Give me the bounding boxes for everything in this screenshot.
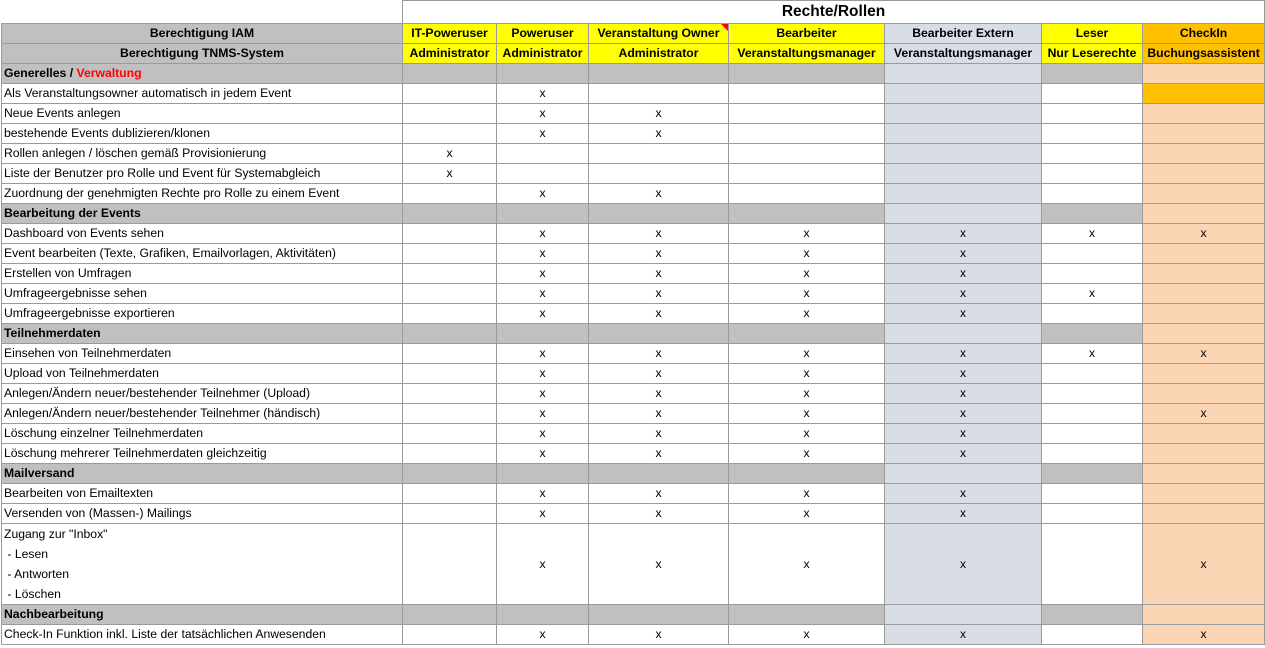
- col-poweruser[interactable]: Poweruser: [497, 24, 589, 44]
- permission-cell[interactable]: x: [589, 304, 729, 324]
- permission-cell[interactable]: x: [589, 484, 729, 504]
- permission-cell[interactable]: [729, 164, 885, 184]
- permission-cell[interactable]: x: [885, 304, 1042, 324]
- permission-cell[interactable]: x: [729, 444, 885, 464]
- permission-cell[interactable]: x: [729, 364, 885, 384]
- col-veranstaltung-owner-label: Veranstaltung Owner: [597, 26, 720, 40]
- permission-cell[interactable]: x: [589, 424, 729, 444]
- permission-cell[interactable]: x: [497, 184, 589, 204]
- permission-cell[interactable]: x: [729, 244, 885, 264]
- permission-cell[interactable]: [885, 184, 1042, 204]
- permission-cell[interactable]: [1143, 504, 1265, 524]
- permission-cell[interactable]: [1042, 84, 1143, 104]
- table-row: [2, 384, 1265, 404]
- section-cell[interactable]: [589, 605, 729, 625]
- permission-cell[interactable]: [1042, 484, 1143, 504]
- permission-cell[interactable]: x: [885, 284, 1042, 304]
- tnms-veranstaltung-owner[interactable]: Administrator: [589, 44, 729, 64]
- section-title[interactable]: [2, 204, 403, 224]
- table-row: [2, 444, 1265, 464]
- permission-cell[interactable]: x: [497, 344, 589, 364]
- permission-cell[interactable]: [403, 524, 497, 605]
- permission-cell[interactable]: x: [885, 524, 1042, 605]
- permission-cell[interactable]: x: [1042, 284, 1143, 304]
- permission-cell[interactable]: x: [729, 384, 885, 404]
- section-cell[interactable]: [729, 324, 885, 344]
- comment-indicator-icon[interactable]: [721, 24, 728, 31]
- permission-cell[interactable]: x: [1143, 404, 1265, 424]
- permission-cell[interactable]: [589, 144, 729, 164]
- permission-cell[interactable]: x: [729, 424, 885, 444]
- table-row: [2, 164, 1265, 184]
- permission-cell[interactable]: x: [729, 344, 885, 364]
- permission-label[interactable]: Liste der Benutzer pro Rolle und Event für Systemabgleich: [2, 164, 403, 184]
- permission-label[interactable]: Löschung einzelner Teilnehmerdaten: [2, 424, 403, 444]
- permission-cell[interactable]: x: [497, 424, 589, 444]
- permission-cell[interactable]: x: [1143, 524, 1265, 605]
- tnms-it-poweruser[interactable]: Administrator: [403, 44, 497, 64]
- permission-cell[interactable]: x: [497, 524, 589, 605]
- permission-cell[interactable]: [1042, 424, 1143, 444]
- permission-cell[interactable]: x: [729, 484, 885, 504]
- permission-cell[interactable]: [1143, 184, 1265, 204]
- permission-cell[interactable]: x: [589, 625, 729, 645]
- section-cell[interactable]: [729, 605, 885, 625]
- col-it-poweruser[interactable]: IT-Poweruser: [403, 24, 497, 44]
- permission-cell[interactable]: [1143, 364, 1265, 384]
- permission-label[interactable]: Einsehen von Teilnehmerdaten: [2, 344, 403, 364]
- permission-cell[interactable]: x: [589, 184, 729, 204]
- section-cell[interactable]: [403, 324, 497, 344]
- permission-cell[interactable]: x: [885, 424, 1042, 444]
- section-row: [2, 64, 1265, 84]
- section-cell[interactable]: [1042, 605, 1143, 625]
- permission-cell[interactable]: [885, 84, 1042, 104]
- table-row: [2, 124, 1265, 144]
- permission-cell[interactable]: [403, 304, 497, 324]
- permission-cell[interactable]: [1143, 244, 1265, 264]
- section-row: [2, 324, 1265, 344]
- permission-cell[interactable]: x: [497, 625, 589, 645]
- permission-cell[interactable]: x: [589, 124, 729, 144]
- permission-cell[interactable]: [1042, 384, 1143, 404]
- title-row: [2, 1, 1265, 24]
- permission-cell[interactable]: [403, 444, 497, 464]
- permission-subline: - Antworten: [4, 567, 70, 581]
- permission-label[interactable]: Rollen anlegen / löschen gemäß Provisionierung: [2, 144, 403, 164]
- permission-cell[interactable]: [1143, 144, 1265, 164]
- permission-cell[interactable]: x: [885, 625, 1042, 645]
- permission-cell[interactable]: [403, 184, 497, 204]
- section-cell[interactable]: [1042, 64, 1143, 84]
- permission-cell[interactable]: [403, 284, 497, 304]
- table-row: [2, 264, 1265, 284]
- table-row: [2, 344, 1265, 364]
- permission-cell[interactable]: x: [497, 304, 589, 324]
- permission-label[interactable]: Umfrageergebnisse sehen: [2, 284, 403, 304]
- permission-cell[interactable]: [403, 625, 497, 645]
- permission-cell[interactable]: [589, 84, 729, 104]
- section-row: [2, 464, 1265, 484]
- permission-cell[interactable]: [1143, 444, 1265, 464]
- permission-cell[interactable]: x: [497, 364, 589, 384]
- permission-cell[interactable]: [1042, 444, 1143, 464]
- permission-label[interactable]: Löschung mehrerer Teilnehmerdaten gleichzeitig: [2, 444, 403, 464]
- permission-cell[interactable]: [729, 104, 885, 124]
- permission-cell[interactable]: [1143, 164, 1265, 184]
- section-title[interactable]: [2, 64, 403, 84]
- permission-cell[interactable]: [1143, 484, 1265, 504]
- section-cell[interactable]: [885, 204, 1042, 224]
- permission-subline: - Löschen: [4, 587, 61, 601]
- permission-cell[interactable]: x: [1042, 224, 1143, 244]
- table-row: [2, 484, 1265, 504]
- permission-cell[interactable]: [1042, 625, 1143, 645]
- permission-label[interactable]: Upload von Teilnehmerdaten: [2, 364, 403, 384]
- permission-cell[interactable]: x: [497, 404, 589, 424]
- permission-cell[interactable]: x: [589, 244, 729, 264]
- col-veranstaltung-owner[interactable]: [589, 24, 729, 44]
- section-cell[interactable]: [1143, 64, 1265, 84]
- permission-cell[interactable]: x: [589, 224, 729, 244]
- permission-cell[interactable]: [1042, 124, 1143, 144]
- section-title-text: Nachbearbeitung: [4, 607, 104, 621]
- permission-cell[interactable]: [497, 144, 589, 164]
- permission-cell[interactable]: [1143, 424, 1265, 444]
- permission-label[interactable]: [2, 524, 403, 605]
- section-title[interactable]: [2, 464, 403, 484]
- permission-cell[interactable]: x: [589, 384, 729, 404]
- permission-cell[interactable]: [403, 224, 497, 244]
- permission-cell[interactable]: x: [729, 504, 885, 524]
- tnms-bearbeiter-extern[interactable]: Veranstaltungsmanager: [885, 44, 1042, 64]
- permission-cell[interactable]: [1042, 264, 1143, 284]
- section-title-text: Teilnehmerdaten: [4, 326, 101, 340]
- section-cell[interactable]: [589, 464, 729, 484]
- permission-label[interactable]: Umfrageergebnisse exportieren: [2, 304, 403, 324]
- permissions-table: [1, 0, 1265, 645]
- permission-cell[interactable]: x: [403, 164, 497, 184]
- permission-cell[interactable]: [1042, 184, 1143, 204]
- permission-cell[interactable]: x: [885, 484, 1042, 504]
- permission-cell[interactable]: [1042, 404, 1143, 424]
- section-row: [2, 605, 1265, 625]
- section-cell[interactable]: [403, 464, 497, 484]
- section-cell[interactable]: [729, 204, 885, 224]
- permission-cell[interactable]: [1042, 304, 1143, 324]
- permission-label[interactable]: Zuordnung der genehmigten Rechte pro Rolle zu einem Event: [2, 184, 403, 204]
- section-cell[interactable]: [1042, 464, 1143, 484]
- permission-cell[interactable]: x: [885, 264, 1042, 284]
- permission-cell[interactable]: x: [589, 504, 729, 524]
- permission-cell[interactable]: x: [885, 244, 1042, 264]
- permission-cell[interactable]: [403, 124, 497, 144]
- tnms-checkin[interactable]: Buchungsassistent: [1143, 44, 1265, 64]
- permission-cell[interactable]: [729, 144, 885, 164]
- permission-cell[interactable]: x: [497, 444, 589, 464]
- permission-label[interactable]: Als Veranstaltungsowner automatisch in jedem Event: [2, 84, 403, 104]
- table-row: [2, 504, 1265, 524]
- section-cell[interactable]: [497, 464, 589, 484]
- permission-cell[interactable]: x: [403, 144, 497, 164]
- permission-cell[interactable]: [403, 424, 497, 444]
- permission-cell[interactable]: [885, 144, 1042, 164]
- permission-cell[interactable]: x: [497, 244, 589, 264]
- table-row: [2, 404, 1265, 424]
- permission-label[interactable]: Event bearbeiten (Texte, Grafiken, Emailvorlagen, Aktivitäten): [2, 244, 403, 264]
- permission-cell[interactable]: x: [1042, 344, 1143, 364]
- section-cell[interactable]: [729, 464, 885, 484]
- permission-cell[interactable]: x: [497, 484, 589, 504]
- table-title: Rechte/Rollen: [403, 1, 1265, 24]
- permission-label-text: Zugang zur "Inbox": [4, 527, 108, 541]
- permission-cell[interactable]: x: [1143, 344, 1265, 364]
- section-title-text: Generelles /: [4, 66, 77, 80]
- section-cell[interactable]: [589, 64, 729, 84]
- permission-cell[interactable]: [1143, 84, 1265, 104]
- permission-cell[interactable]: x: [729, 264, 885, 284]
- permission-cell[interactable]: x: [729, 304, 885, 324]
- permission-cell[interactable]: x: [589, 264, 729, 284]
- section-title-text: Bearbeitung der Events: [4, 206, 141, 220]
- permission-cell[interactable]: x: [885, 444, 1042, 464]
- permission-cell[interactable]: [403, 384, 497, 404]
- permission-cell[interactable]: x: [885, 364, 1042, 384]
- header-row-iam: [2, 24, 1265, 44]
- table-row: [2, 224, 1265, 244]
- tnms-leser[interactable]: Nur Leserechte: [1042, 44, 1143, 64]
- permission-cell[interactable]: x: [729, 284, 885, 304]
- section-cell[interactable]: [1143, 605, 1265, 625]
- tnms-bearbeiter[interactable]: Veranstaltungsmanager: [729, 44, 885, 64]
- permission-cell[interactable]: x: [885, 384, 1042, 404]
- permission-cell[interactable]: [403, 264, 497, 284]
- section-cell[interactable]: [403, 204, 497, 224]
- permission-cell[interactable]: [1143, 124, 1265, 144]
- permission-cell[interactable]: [885, 164, 1042, 184]
- permission-label[interactable]: Anlegen/Ändern neuer/bestehender Teilnehmer (händisch): [2, 404, 403, 424]
- section-cell[interactable]: [1143, 464, 1265, 484]
- permission-cell[interactable]: x: [885, 224, 1042, 244]
- col-checkin[interactable]: CheckIn: [1143, 24, 1265, 44]
- permission-cell[interactable]: x: [729, 404, 885, 424]
- permission-cell[interactable]: [403, 84, 497, 104]
- col-bearbeiter[interactable]: Bearbeiter: [729, 24, 885, 44]
- corner-cell: [2, 1, 403, 24]
- table-row: [2, 524, 1265, 605]
- permission-cell[interactable]: x: [885, 404, 1042, 424]
- table-row: [2, 104, 1265, 124]
- section-row: [2, 204, 1265, 224]
- permission-cell[interactable]: x: [589, 524, 729, 605]
- permission-cell[interactable]: x: [497, 504, 589, 524]
- permission-cell[interactable]: x: [497, 384, 589, 404]
- section-cell[interactable]: [1042, 324, 1143, 344]
- section-cell[interactable]: [589, 324, 729, 344]
- permission-cell[interactable]: x: [589, 404, 729, 424]
- permission-cell[interactable]: x: [497, 104, 589, 124]
- permission-label[interactable]: Dashboard von Events sehen: [2, 224, 403, 244]
- tnms-poweruser[interactable]: Administrator: [497, 44, 589, 64]
- permission-cell[interactable]: x: [885, 344, 1042, 364]
- table-row: [2, 84, 1265, 104]
- permission-cell[interactable]: x: [729, 625, 885, 645]
- permission-cell[interactable]: [589, 164, 729, 184]
- section-cell[interactable]: [1143, 204, 1265, 224]
- permission-cell[interactable]: x: [885, 504, 1042, 524]
- permission-cell[interactable]: [1042, 504, 1143, 524]
- permission-cell[interactable]: x: [497, 124, 589, 144]
- permission-cell[interactable]: x: [589, 104, 729, 124]
- section-cell[interactable]: [885, 64, 1042, 84]
- permission-cell[interactable]: [403, 364, 497, 384]
- permission-cell[interactable]: [1042, 524, 1143, 605]
- col-bearbeiter-extern[interactable]: Bearbeiter Extern: [885, 24, 1042, 44]
- permission-cell[interactable]: [403, 244, 497, 264]
- permission-subline: - Lesen: [4, 547, 49, 561]
- section-cell[interactable]: [497, 204, 589, 224]
- section-cell[interactable]: [589, 204, 729, 224]
- permission-label[interactable]: Erstellen von Umfragen: [2, 264, 403, 284]
- permission-cell[interactable]: [1042, 244, 1143, 264]
- section-cell[interactable]: [497, 605, 589, 625]
- permission-cell[interactable]: x: [1143, 625, 1265, 645]
- section-title[interactable]: [2, 605, 403, 625]
- iam-label: Berechtigung IAM: [2, 24, 403, 44]
- permission-label[interactable]: Neue Events anlegen: [2, 104, 403, 124]
- permission-label[interactable]: Check-In Funktion inkl. Liste der tatsächlichen Anwesenden: [2, 625, 403, 645]
- permission-cell[interactable]: [403, 404, 497, 424]
- permission-label[interactable]: Anlegen/Ändern neuer/bestehender Teilnehmer (Upload): [2, 384, 403, 404]
- table-row: [2, 424, 1265, 444]
- table-row: [2, 144, 1265, 164]
- permission-cell[interactable]: [403, 484, 497, 504]
- permission-cell[interactable]: [1143, 384, 1265, 404]
- permission-cell[interactable]: x: [729, 224, 885, 244]
- section-cell[interactable]: [497, 64, 589, 84]
- permission-cell[interactable]: [1143, 284, 1265, 304]
- section-cell[interactable]: [885, 464, 1042, 484]
- permission-cell[interactable]: [1042, 164, 1143, 184]
- tnms-label: Berechtigung TNMS-System: [2, 44, 403, 64]
- col-leser[interactable]: Leser: [1042, 24, 1143, 44]
- permission-cell[interactable]: [1143, 104, 1265, 124]
- section-title-highlight: Verwaltung: [76, 66, 142, 80]
- section-title-text: Mailversand: [4, 466, 75, 480]
- section-cell[interactable]: [497, 324, 589, 344]
- permission-cell[interactable]: x: [589, 344, 729, 364]
- permission-cell[interactable]: [1042, 104, 1143, 124]
- permission-cell[interactable]: [403, 504, 497, 524]
- permission-cell[interactable]: x: [497, 84, 589, 104]
- permission-cell[interactable]: [729, 124, 885, 144]
- permission-cell[interactable]: x: [497, 284, 589, 304]
- permission-cell[interactable]: x: [589, 284, 729, 304]
- permission-label[interactable]: bestehende Events dublizieren/klonen: [2, 124, 403, 144]
- table-row: [2, 184, 1265, 204]
- section-title[interactable]: [2, 324, 403, 344]
- table-row: [2, 364, 1265, 384]
- permission-cell[interactable]: x: [589, 364, 729, 384]
- section-cell[interactable]: [885, 324, 1042, 344]
- permission-cell[interactable]: x: [1143, 224, 1265, 244]
- table-row: [2, 284, 1265, 304]
- permission-cell[interactable]: x: [497, 224, 589, 244]
- header-row-tnms: [2, 44, 1265, 64]
- permission-cell[interactable]: [403, 104, 497, 124]
- permission-cell[interactable]: [1042, 144, 1143, 164]
- permission-cell[interactable]: [403, 344, 497, 364]
- permission-label[interactable]: Bearbeiten von Emailtexten: [2, 484, 403, 504]
- section-cell[interactable]: [1042, 204, 1143, 224]
- section-cell[interactable]: [403, 64, 497, 84]
- permission-cell[interactable]: [885, 104, 1042, 124]
- permission-cell[interactable]: [1143, 304, 1265, 324]
- permission-cell[interactable]: x: [497, 264, 589, 284]
- table-row: [2, 625, 1265, 645]
- permission-cell[interactable]: [497, 164, 589, 184]
- permission-cell[interactable]: [729, 84, 885, 104]
- permission-label[interactable]: Versenden von (Massen-) Mailings: [2, 504, 403, 524]
- table-row: [2, 244, 1265, 264]
- permission-cell[interactable]: [885, 124, 1042, 144]
- section-cell[interactable]: [1143, 324, 1265, 344]
- table-row: [2, 304, 1265, 324]
- permission-cell[interactable]: [729, 184, 885, 204]
- permission-cell[interactable]: x: [589, 444, 729, 464]
- permission-cell[interactable]: [1042, 364, 1143, 384]
- section-cell[interactable]: [403, 605, 497, 625]
- section-cell[interactable]: [729, 64, 885, 84]
- permission-cell[interactable]: x: [729, 524, 885, 605]
- permission-cell[interactable]: [1143, 264, 1265, 284]
- section-cell[interactable]: [885, 605, 1042, 625]
